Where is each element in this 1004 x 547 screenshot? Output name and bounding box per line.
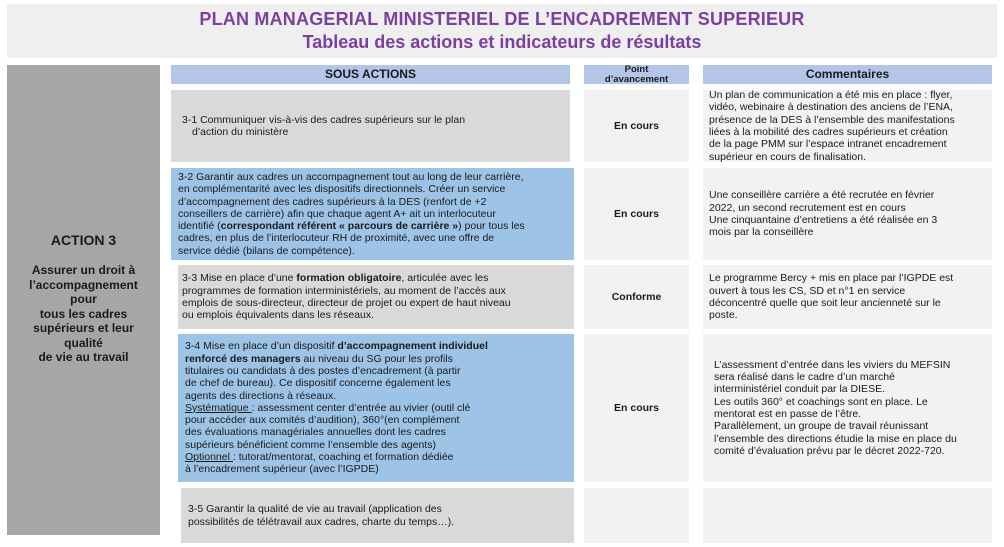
bold-text: formation obligatoire	[296, 272, 402, 285]
underlined-text: Systématique	[185, 401, 252, 414]
text-span: au niveau du SG pour les profils	[300, 352, 453, 365]
page-title: PLAN MANAGERIAL MINISTERIEL DE L’ENCADREMENT SUPERIEUR	[199, 9, 805, 29]
text-span: 3-4 Mise en place d’un dispositif	[185, 340, 338, 353]
sous-action-line	[185, 340, 574, 352]
action-desc-line: Assurer un droit à	[31, 263, 136, 277]
comment-line: Les outils 360° et coachings sont en place. Le	[714, 395, 928, 408]
comment-line: déconcentré quelle que soit leur ancienneté sur le	[709, 297, 941, 309]
sous-action-line: titulaires ou candidats à des postes d’encadrement (à partir	[185, 364, 461, 377]
sous-action-line: 3-5 Garantir la qualité de vie au travail (application des	[188, 503, 442, 516]
comment-line: vidéo, webinaire à destination des anciens de l’ENA,	[709, 101, 953, 114]
column-header-point-line2: d’avancement	[604, 74, 669, 85]
sous-action-line	[185, 451, 574, 463]
status-3-4: En cours	[584, 334, 689, 482]
sous-action-line: de chef de bureau). Ce dispositif concerne également les	[185, 377, 451, 390]
action-desc-line: supérieurs et leur	[33, 321, 134, 335]
action-desc-line: l’accompagnement	[29, 277, 138, 292]
sous-action-line: emplois de sous-directeur, directeur de projet ou expert de haut niveau	[182, 297, 511, 309]
sous-action-3-1	[171, 90, 570, 162]
sous-action-line: agents des directions à réseaux.	[185, 389, 337, 402]
sous-action-line: cadres, en plus de l’interlocuteur RH de proximité, avec une offre de	[178, 232, 495, 245]
sous-action-3-4	[178, 334, 574, 482]
comment-line: Un plan de communication a été mis en place : flyer,	[709, 89, 953, 102]
underlined-text: Optionnel	[185, 451, 233, 464]
comment-line: comité d’évaluation prévu par le décret 2022-720.	[714, 444, 945, 457]
sous-action-line: d’accompagnement des cadres supérieurs à la DES (renfort de +2	[178, 195, 487, 208]
comment-line: Parallèlement, un groupe de travail réunissant	[714, 420, 929, 433]
column-header-commentaires: Commentaires	[703, 65, 992, 84]
comment-line: Le programme Bercy + mis en place par l’IGPDE est	[709, 272, 954, 285]
comment-3-5	[703, 488, 992, 543]
sous-action-line: ou emplois équivalents dans les réseaux.	[182, 309, 375, 322]
status-3-1: En cours	[584, 90, 689, 162]
comment-line: de la page PMM sur l’espace intranet encadrement	[709, 138, 947, 151]
column-header-point	[584, 65, 689, 84]
sous-action-line: à l’encadrement supérieur (avec l’IGPDE)	[185, 463, 379, 476]
sous-action-3-2	[171, 168, 574, 260]
status-3-5	[584, 488, 689, 543]
comment-line: 2022, un second recrutement est en cours	[709, 201, 906, 214]
sous-action-line	[185, 353, 574, 365]
comment-line: présence de la DES à l’ensemble des manifestations	[709, 113, 955, 126]
sous-action-3-3	[178, 265, 574, 329]
action-desc-line: pour	[70, 292, 97, 306]
action-description	[13, 263, 154, 365]
sous-action-line: 3-1 Communiquer vis-à-vis des cadres supérieurs sur le plan	[182, 113, 466, 126]
comment-3-1	[703, 90, 992, 162]
comment-line: liées à la mobilité des cadres supérieurs et création	[709, 126, 948, 138]
bold-text: d’accompagnement individuel	[337, 340, 488, 353]
text-span: ) pour tous les	[458, 220, 525, 233]
document-header	[7, 4, 997, 58]
comment-line: Une conseillère carrière a été recrutée en février	[709, 189, 935, 202]
comment-line: ouvert à tous les CS, SD et n°1 en service	[709, 284, 906, 297]
comment-3-3	[703, 265, 992, 329]
status-3-3: Conforme	[584, 265, 689, 329]
action-desc-line: tous les cadres	[39, 306, 128, 321]
comment-line: poste.	[709, 309, 738, 322]
comment-line: mois par la conseillère	[709, 226, 814, 239]
comment-line: L’assessment d’entrée dans les viviers du MEFSIN	[714, 358, 951, 371]
sous-action-3-5	[181, 488, 574, 543]
sous-action-line: d’action du ministère	[192, 126, 289, 138]
comment-3-4	[703, 334, 992, 482]
sous-action-line	[178, 220, 574, 232]
action-title: ACTION 3	[50, 232, 117, 248]
status-3-2: En cours	[584, 168, 689, 260]
comment-line: Une cinquantaine d’entretiens a été réalisée en 3	[709, 214, 938, 226]
bold-text: renforcé des managers	[185, 352, 301, 365]
column-header-sous-actions: SOUS ACTIONS	[171, 65, 570, 84]
text-span: : assessment center d’entrée au vivier (outil clé	[251, 401, 471, 414]
comment-line: interministériel conduit par la DIESE.	[714, 383, 885, 396]
text-span: , articulée avec les	[401, 272, 489, 285]
comment-line: supérieur en cours de finalisation.	[709, 150, 867, 163]
sous-action-line: pour accéder aux comités d’audition), 360°(en complément	[185, 414, 460, 427]
comment-line: l’ensemble des directions étudie la mise en place du	[714, 432, 957, 445]
text-span: 3-3 Mise en place d’une	[182, 272, 297, 285]
sous-action-line: supérieurs bénéficient comme l’ensemble des agents)	[185, 438, 436, 451]
sous-action-line: service dédié (bilans de compétence).	[178, 244, 355, 257]
column-header-point-line1: Point	[624, 64, 649, 75]
sous-action-line: programmes de formation interministériels, au moment de l’accès aux	[182, 284, 506, 297]
text-span: : tutorat/mentorat, coaching et formation dédiée	[232, 451, 454, 464]
sous-action-line	[185, 402, 574, 414]
comment-line: mentorat est en passe de l’être.	[714, 408, 862, 420]
bold-text: correspondant référent « parcours de carrière »	[220, 220, 459, 233]
sous-action-line: possibilités de télétravail aux cadres, charte du temps…).	[188, 515, 455, 528]
action-desc-line: de vie au travail	[38, 350, 129, 364]
action-column	[7, 65, 160, 535]
action-desc-line: qualité	[64, 335, 103, 350]
sous-action-line: conseillers de carrière) afin que chaque agent A+ ait un interlocuteur	[178, 207, 496, 220]
comment-3-2	[703, 168, 992, 260]
sous-action-line: en complémentarité avec les dispositifs directionnels. Créer un service	[178, 183, 506, 196]
text-span: identifié (	[178, 220, 221, 233]
page-subtitle: Tableau des actions et indicateurs de résultats	[302, 32, 702, 52]
comment-line: sera réalisé dans le cadre d’un marché	[714, 371, 895, 384]
sous-action-line	[182, 272, 574, 284]
sous-action-line: 3-2 Garantir aux cadres un accompagnement tout au long de leur carrière,	[178, 170, 524, 183]
sous-action-line: des évaluations managériales annuelles dont les cadres	[185, 426, 446, 439]
